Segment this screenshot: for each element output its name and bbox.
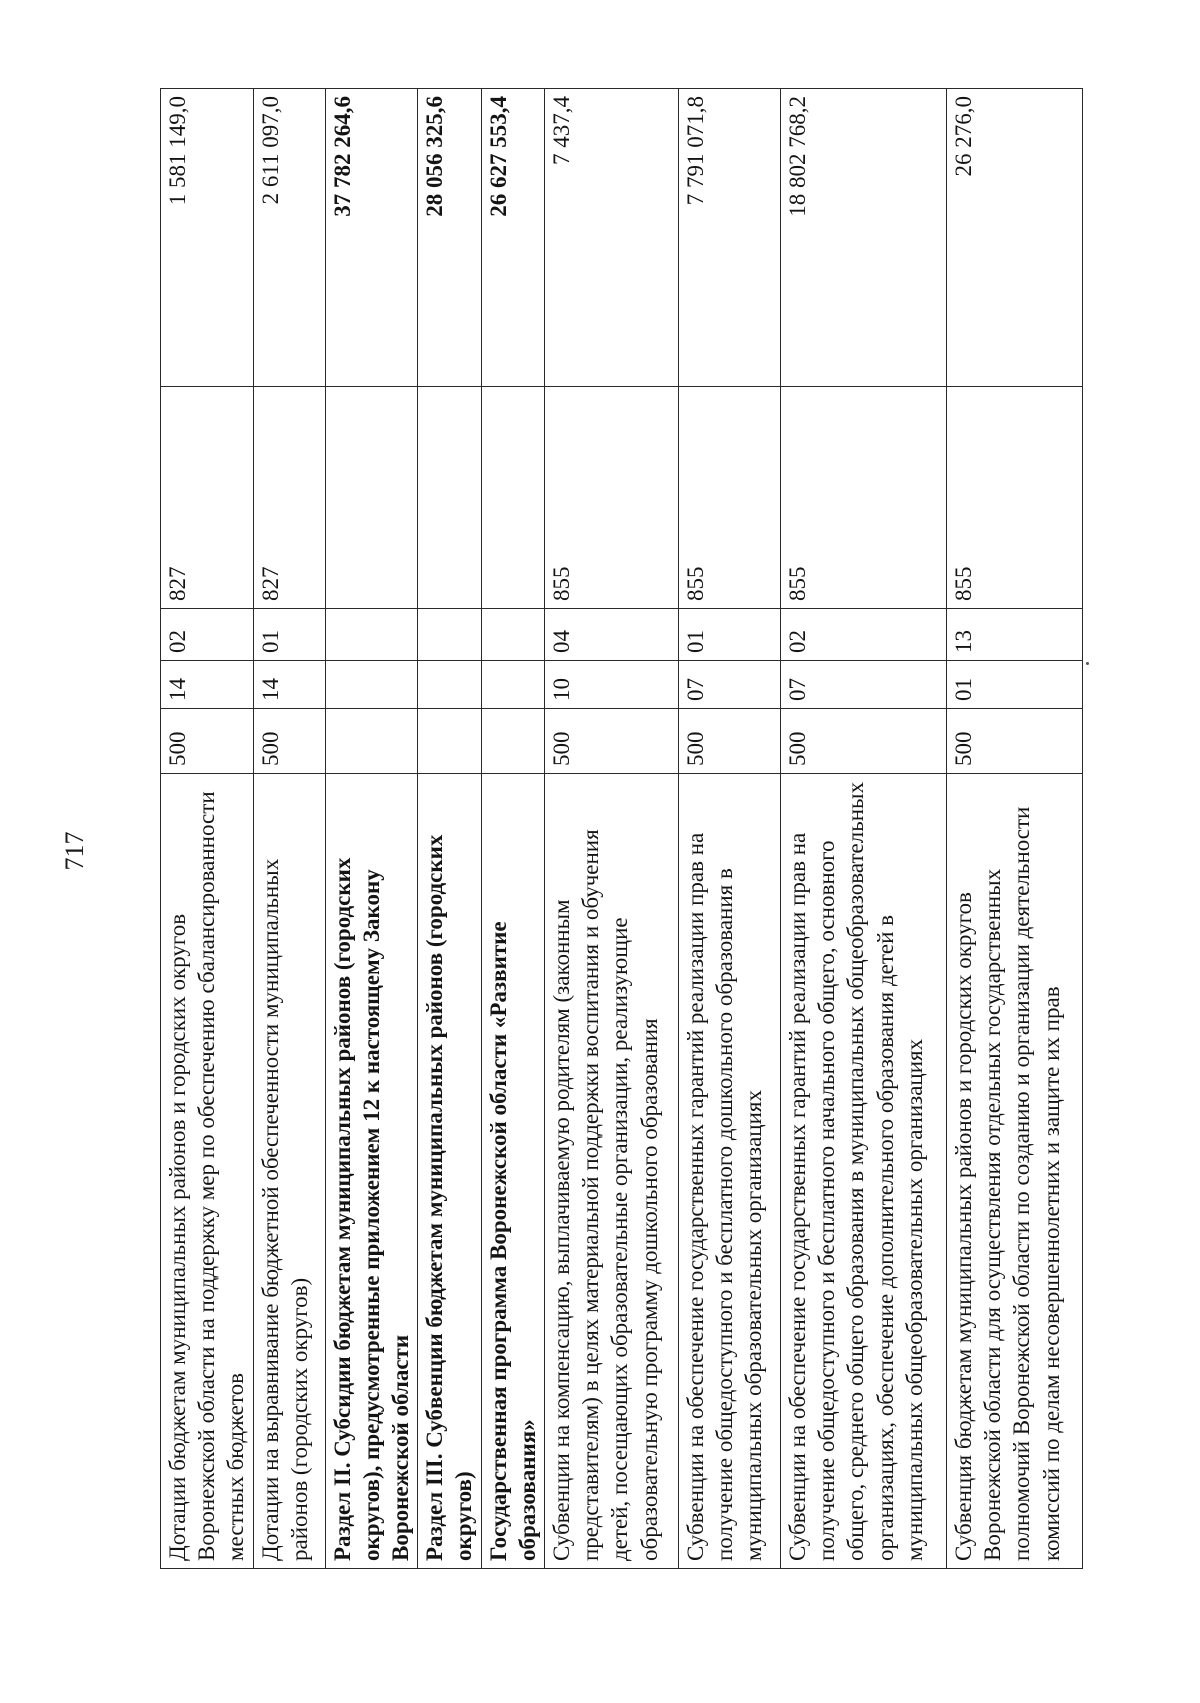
row-amount: 7 437,4: [545, 89, 679, 387]
row-description: Субвенция бюджетам муниципальных районов и городских округов Воронежской области для осуществления отдельных государственных полномочий Воронежской области по созданию и организации деятельности комиссий по делам несовершеннолетних и защите их прав: [947, 774, 1083, 1569]
row-amount: 26 627 553,4: [481, 89, 544, 387]
row-expense-type: 855: [947, 387, 1083, 609]
row-description: Дотации бюджетам муниципальных районов и городских округов Воронежской области на поддержку мер по обеспечению сбалансированности местных бюджетов: [161, 774, 254, 1569]
row-section: 14: [161, 661, 254, 709]
row-amount: 28 056 325,6: [418, 89, 481, 387]
table-row: [947, 89, 1083, 1569]
row-amount: 2 611 097,0: [253, 89, 325, 387]
row-description: Субвенции на компенсацию, выплачиваемую родителям (законным представителям) в целях материальной поддержки воспитания и обучения детей, посещающих образовательные организации, реализующие образовательную программу дошкольного образования: [545, 774, 679, 1569]
row-amount: 26 276,0: [947, 89, 1083, 387]
row-expense-type: 855: [679, 387, 781, 609]
row-expense-type: [418, 387, 481, 609]
row-code: 500: [161, 709, 254, 774]
row-code: [418, 709, 481, 774]
table-row: [418, 89, 481, 1569]
row-amount: 37 782 264,6: [325, 89, 418, 387]
row-subsection: 02: [781, 609, 947, 661]
budget-table: [160, 88, 1083, 1569]
row-amount: 7 791 071,8: [679, 89, 781, 387]
row-expense-type: 827: [253, 387, 325, 609]
row-subsection: [418, 609, 481, 661]
row-description: Субвенции на обеспечение государственных гарантий реализации прав на получение общедоступного и бесплатного дошкольного образования в муниципальных образовательных организациях: [679, 774, 781, 1569]
row-section: [481, 661, 544, 709]
row-expense-type: [325, 387, 418, 609]
row-code: [481, 709, 544, 774]
row-subsection: 01: [679, 609, 781, 661]
row-subsection: 02: [161, 609, 254, 661]
row-code: 500: [781, 709, 947, 774]
row-description: Государственная программа Воронежской области «Развитие образования»: [481, 774, 544, 1569]
table-row: [161, 89, 254, 1569]
row-code: 500: [253, 709, 325, 774]
row-code: 500: [545, 709, 679, 774]
row-code: [325, 709, 418, 774]
table-row: [781, 89, 947, 1569]
row-section: 07: [679, 661, 781, 709]
row-expense-type: 855: [545, 387, 679, 609]
row-code: 500: [679, 709, 781, 774]
row-subsection: 13: [947, 609, 1083, 661]
row-expense-type: 855: [781, 387, 947, 609]
page-number: 717: [60, 831, 89, 871]
row-section: [325, 661, 418, 709]
row-code: 500: [947, 709, 1083, 774]
row-subsection: [325, 609, 418, 661]
row-description: Раздел III. Субвенции бюджетам муниципальных районов (городских округов): [418, 774, 481, 1569]
table-row: [545, 89, 679, 1569]
row-section: 01: [947, 661, 1083, 709]
row-section: 14: [253, 661, 325, 709]
table-row: [679, 89, 781, 1569]
row-description: Дотации на выравнивание бюджетной обеспеченности муниципальных районов (городских округов): [253, 774, 325, 1569]
row-description: Субвенции на обеспечение государственных гарантий реализации прав на получение общедоступного и бесплатного начального общего, основного общего, среднего общего образования в муниципальных общеобразовательных организациях, обеспечение дополнительного образования детей в муниципальных общеобразовательных организациях: [781, 774, 947, 1569]
row-description: Раздел II. Субсидии бюджетам муниципальных районов (городских округов), предусмотренные приложением 12 к настоящему Закону Воронежской области: [325, 774, 418, 1569]
row-subsection: [481, 609, 544, 661]
row-section: 10: [545, 661, 679, 709]
scan-speck: [1086, 662, 1089, 665]
row-section: 07: [781, 661, 947, 709]
row-expense-type: [481, 387, 544, 609]
row-amount: 1 581 149,0: [161, 89, 254, 387]
row-subsection: 01: [253, 609, 325, 661]
table-row: [481, 89, 544, 1569]
budget-table-body: [161, 89, 1083, 1569]
row-section: [418, 661, 481, 709]
row-subsection: 04: [545, 609, 679, 661]
table-row: [325, 89, 418, 1569]
table-row: [253, 89, 325, 1569]
row-amount: 18 802 768,2: [781, 89, 947, 387]
budget-table-container: [160, 89, 1064, 1569]
row-expense-type: 827: [161, 387, 254, 609]
